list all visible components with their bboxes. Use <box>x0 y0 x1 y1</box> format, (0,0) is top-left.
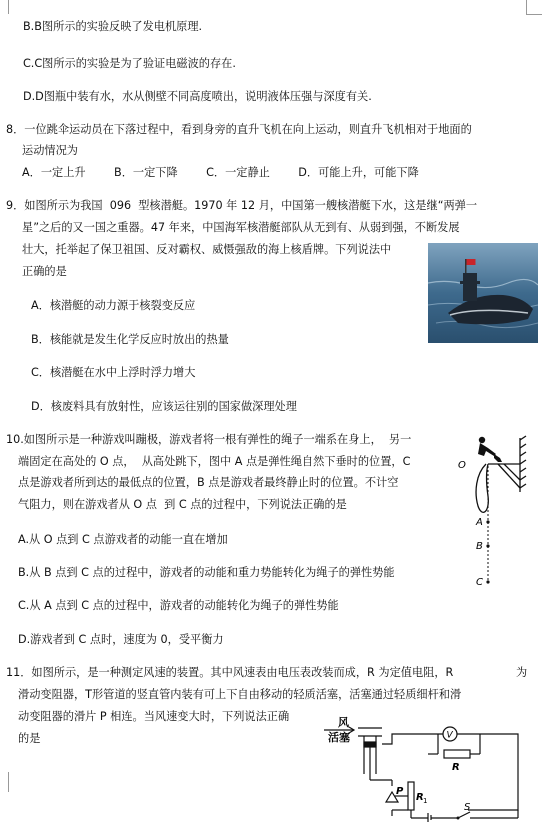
label-r1-sub: 1 <box>423 797 428 805</box>
q10-option-c: C.从 A 点到 C 点的过程中，游戏者的动能转化为绳子的弹性势能 <box>18 599 339 612</box>
switch-contact <box>457 817 460 820</box>
q11-stem-2: 滑动变阻器，T形管道的竖直管内装有可上下自由移动的轻质活塞，活塞通过轻质细杆和滑 <box>18 688 462 701</box>
q11-stem-3: 动变阻器的滑片 P 相连。当风速变大时，下列说法正确 <box>18 710 290 723</box>
point-a-dot <box>486 520 489 523</box>
label-b: B <box>476 541 483 552</box>
q10-option-b: B.从 B 点到 C 点的过程中，游戏者的动能和重力势能转化为绳子的弹性势能 <box>18 566 395 579</box>
label-c: C <box>476 577 483 588</box>
point-c-dot <box>486 580 489 583</box>
q11-stem-for: 为 <box>516 666 528 679</box>
label-r: R <box>452 762 460 773</box>
corner-mark-top-left <box>8 0 9 14</box>
q10-stem-3: 点是游戏者所到达的最低点的位置，B 点是游戏者最终静止时的位置。不计空 <box>18 476 399 489</box>
q9-option-a: A．核潜艇的动力源于核裂变反应 <box>31 299 196 312</box>
q8-stem-2: 运动情况为 <box>22 144 78 157</box>
submarine-photo <box>428 243 538 343</box>
label-a: A <box>476 517 483 528</box>
q9-stem: 9．如图所示为我国 096 型核潜艇。1970 年 12 月，中国第一艘核潜艇下水，这是继“两弹一 <box>6 199 478 212</box>
q7-option-b: B.B图所示的实验反映了发电机原理. <box>23 20 203 33</box>
q7-option-d: D.D图瓶中装有水，水从侧壁不同高度喷出，说明液体压强与深度有关. <box>23 90 372 103</box>
q11-stem: 11．如图所示，是一种测定风速的装置。其中风速表由电压表改装而成，R 为定值电阻，R <box>6 666 454 679</box>
q10-option-d: D.游戏者到 C 点时，速度为 0，受平衡力 <box>18 633 224 646</box>
corner-mark-bottom-left <box>8 772 9 792</box>
q9-stem-3: 壮大，托举起了保卫祖国、反对霸权、威慑强敌的海上核盾牌。下列说法中 <box>22 243 392 256</box>
q7-option-c: C.C图所示的实验是为了验证电磁波的存在. <box>23 57 236 70</box>
label-p: P <box>396 786 404 797</box>
resistor-r <box>444 750 470 758</box>
label-feng: 风 <box>338 716 349 729</box>
q8-stem: 8．一位跳伞运动员在下落过程中，看到身旁的直升飞机在向上运动，则直升飞机相对于地面的 <box>6 123 472 136</box>
wind-speed-circuit <box>318 714 534 822</box>
label-huosai: 活塞 <box>328 731 350 744</box>
label-o: O <box>458 460 466 471</box>
q9-option-b: B．核能就是发生化学反应时放出的热量 <box>31 333 229 346</box>
bungee-figure <box>448 432 530 594</box>
q9-option-c: C．核潜艇在水中上浮时浮力增大 <box>31 366 196 379</box>
q9-option-d: D．核废料具有放射性，应该运往别的国家做深理处理 <box>31 400 297 413</box>
label-r1: R <box>416 792 424 803</box>
q8-options: A．一定上升 B．一定下降 C．一定静止 D．可能上升，可能下降 <box>22 166 419 179</box>
q10-option-a: A.从 O 点到 C 点游戏者的动能一直在增加 <box>18 533 228 546</box>
q10-stem-2: 端固定在高处的 O 点， 从高处跳下，图中 A 点是弹性绳自然下垂时的位置，C <box>18 455 411 468</box>
point-b-dot <box>486 544 489 547</box>
corner-mark-top-right-h <box>526 14 542 15</box>
label-v: V <box>446 730 453 741</box>
label-s: S <box>464 802 471 813</box>
q9-stem-4: 正确的是 <box>22 265 67 278</box>
q11-stem-4: 的是 <box>18 732 41 745</box>
q9-stem-2: 星”之后的又一国之重器。47 年来，中国海军核潜艇部队从无到有、从弱到强，不断发展 <box>22 221 460 234</box>
corner-mark-top-right <box>526 0 527 14</box>
q10-stem-4: 气阻力，则在游戏者从 O 点 到 C 点的过程中，下列说法正确的是 <box>18 498 347 511</box>
q10-stem: 10.如图所示是一种游戏叫蹦极，游戏者将一根有弹性的绳子一端系在身上， 另一 <box>6 433 412 446</box>
